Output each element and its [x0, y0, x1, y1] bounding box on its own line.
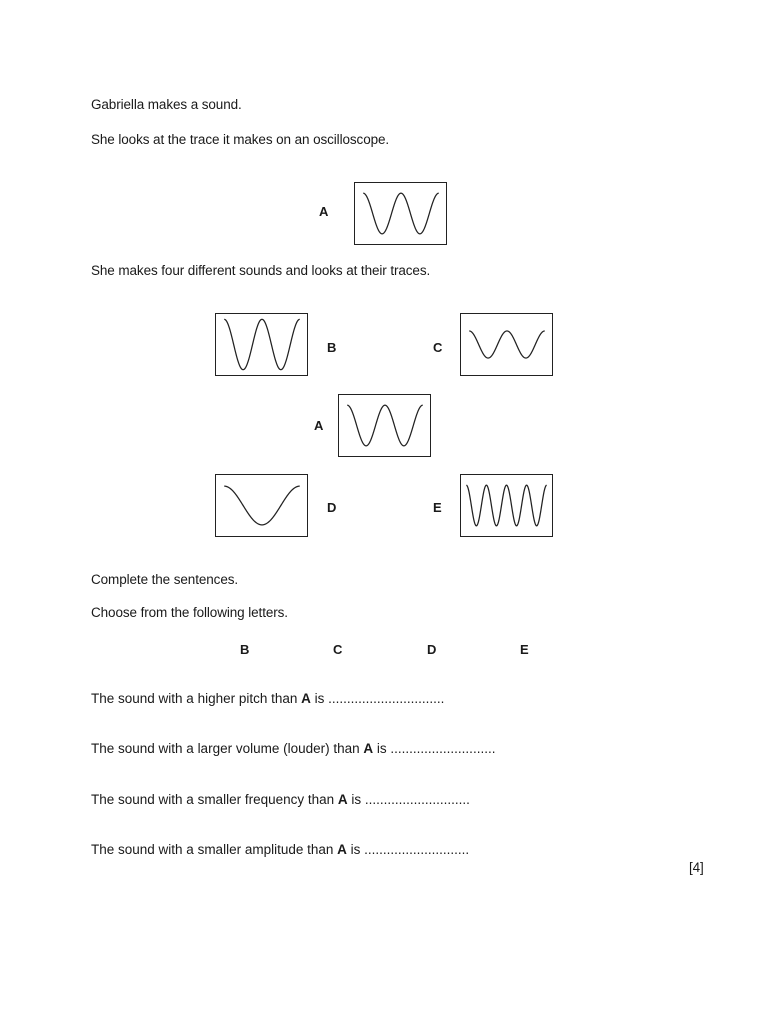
- instruction-line-2: Choose from the following letters.: [91, 605, 288, 620]
- sentence-text: is: [310, 691, 329, 706]
- sentence-higher-pitch: [91, 691, 444, 706]
- oscilloscope-trace-c: [460, 313, 553, 376]
- oscilloscope-trace-b: [215, 313, 308, 376]
- oscilloscope-trace-a: [338, 394, 431, 457]
- instruction-line-1: Complete the sentences.: [91, 572, 239, 587]
- answer-blank[interactable]: ............................: [390, 741, 496, 756]
- sine-wave-e: [461, 475, 552, 536]
- sentence-text: is: [373, 741, 391, 756]
- choice-letter: D: [427, 642, 437, 657]
- oscilloscope-trace-a-reference: [354, 182, 447, 245]
- intro-line-2: She looks at the trace it makes on an oscilloscope.: [91, 132, 390, 147]
- intro-line-3: She makes four different sounds and looks at their traces.: [91, 263, 431, 278]
- choice-letter: E: [520, 642, 529, 657]
- sentence-larger-volume: [91, 741, 495, 756]
- trace-label-a-reference: A: [319, 204, 329, 219]
- sentence-smaller-amplitude: [91, 842, 469, 857]
- choice-letter: C: [333, 642, 343, 657]
- sine-wave-b: [216, 314, 307, 375]
- sine-wave-c: [461, 314, 552, 375]
- sentence-text: The sound with a smaller amplitude than: [91, 842, 338, 857]
- answer-blank[interactable]: ............................: [364, 792, 470, 807]
- choice-letter: B: [240, 642, 250, 657]
- sentence-bold-letter: A: [301, 691, 311, 706]
- answer-blank[interactable]: ............................: [364, 842, 470, 857]
- intro-line-1: Gabriella makes a sound.: [91, 97, 242, 112]
- sine-wave-a: [339, 395, 430, 456]
- sentence-bold-letter: A: [337, 842, 347, 857]
- trace-label-c: C: [433, 340, 443, 355]
- sine-wave-d: [216, 475, 307, 536]
- sentence-text: is: [347, 792, 365, 807]
- sentence-bold-letter: A: [363, 741, 374, 756]
- sentence-bold-letter: A: [337, 792, 348, 807]
- oscilloscope-trace-e: [460, 474, 553, 537]
- marks-label: [4]: [689, 860, 704, 875]
- oscilloscope-trace-d: [215, 474, 308, 537]
- sine-wave-a-reference: [355, 183, 446, 244]
- sentence-text: The sound with a smaller frequency than: [91, 792, 338, 807]
- trace-label-d: D: [327, 500, 337, 515]
- trace-label-b: B: [327, 340, 337, 355]
- trace-label-a: A: [314, 418, 324, 433]
- trace-label-e: E: [433, 500, 442, 515]
- sentence-text: The sound with a higher pitch than: [91, 691, 302, 706]
- sentence-text: is: [346, 842, 365, 857]
- sentence-text: The sound with a larger volume (louder) than: [91, 741, 364, 756]
- sentence-smaller-frequency: [91, 792, 470, 807]
- answer-blank[interactable]: ...............................: [328, 691, 445, 706]
